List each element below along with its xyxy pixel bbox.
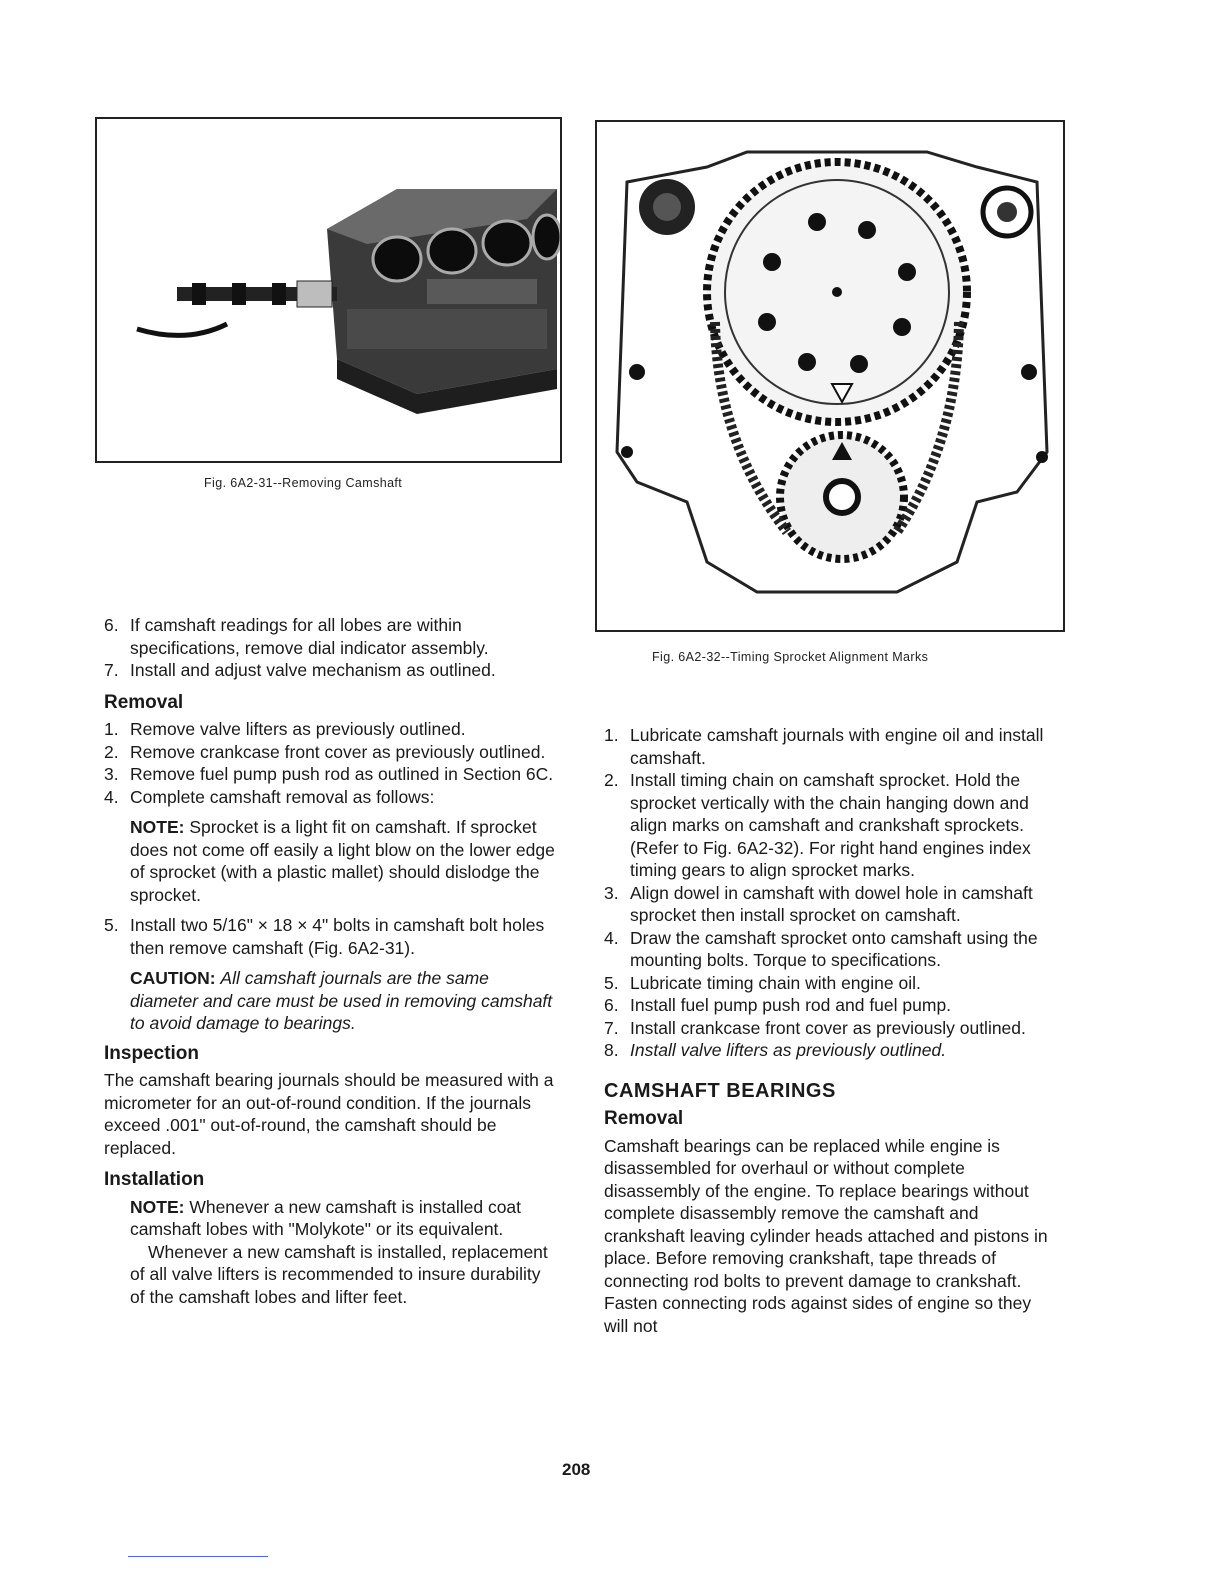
list-item: 7. Install and adjust valve mechanism as outlined. — [104, 660, 496, 680]
list-item: 3. Remove fuel pump push rod as outlined in Section 6C. — [104, 764, 554, 784]
list-item: 1. Lubricate camshaft journals with engine oil and install camshaft. — [604, 725, 1044, 768]
list-item: 4. Complete camshaft removal as follows: — [104, 786, 435, 807]
figure-caption-6a2-32: Fig. 6A2-32--Timing Sprocket Alignment Marks — [652, 650, 929, 664]
list-item: 6. Install fuel pump push rod and fuel pump. — [604, 995, 952, 1015]
removal-heading: Removal — [104, 691, 184, 713]
list-item: 2. Remove crankcase front cover as previously outlined. — [104, 741, 546, 762]
list-item: 4. Draw the camshaft sprocket onto camshaft using the mounting bolts. Torque to specifications. — [604, 927, 1038, 970]
list-item: 5. Install two 5/16" × 18 × 4" bolts in camshaft bolt holes then remove camshaft (Fig. 6A2-31). — [104, 915, 545, 958]
list-item: 1. Remove valve lifters as previously outlined. — [104, 719, 466, 739]
removal-steps-list — [104, 718, 556, 808]
inspection-heading: Inspection — [104, 1042, 200, 1064]
engine-block-image — [97, 119, 560, 461]
steps-continued-list — [104, 614, 556, 682]
installation-steps-list — [604, 724, 1056, 1062]
installation-heading: Installation — [104, 1169, 205, 1190]
inspection-paragraph: The camshaft bearing journals should be measured with a micrometer for an out-of-round condition. If the journals exceed .001" out-of-round, the camshaft should be replaced. — [104, 1070, 554, 1158]
figure-caption-6a2-31: Fig. 6A2-31--Removing Camshaft — [204, 476, 403, 490]
lifter-replacement-paragraph: Whenever a new camshaft is installed, replacement of all valve lifters is recommended to insure durability of the camshaft lobes and lifter feet. — [130, 1241, 548, 1307]
caution-note: CAUTION: All camshaft journals are the same diameter and care must be used in removing camshaft to avoid damage to bearings. — [130, 968, 553, 1033]
left-column — [104, 614, 556, 1308]
bottom-rule — [128, 1556, 268, 1557]
list-item: 5. Lubricate timing chain with engine oil. — [604, 972, 921, 993]
list-item: 6. If camshaft readings for all lobes are within specifications, remove dial indicator assembly. — [104, 615, 489, 658]
camshaft-bearings-heading: CAMSHAFT BEARINGS — [604, 1079, 836, 1102]
right-column — [604, 724, 1056, 1337]
list-item: 2. Install timing chain on camshaft sprocket. Hold the sprocket vertically with the chain hanging down and align marks on camshaft and crankshaft sprockets. (Refer to Fig. 6A2-32). For right hand engines index timing gears to align sprocket marks. — [604, 770, 1031, 880]
figure-removing-camshaft — [95, 117, 562, 463]
timing-sprocket-image — [597, 122, 1063, 630]
list-item: 8. Install valve lifters as previously outlined. — [604, 1040, 947, 1060]
list-item: 7. Install crankcase front cover as previously outlined. — [604, 1017, 1026, 1038]
bearings-removal-paragraph: Camshaft bearings can be replaced while engine is disassembled for overhaul or without complete disassembly of the engine. To replace bearings without complete disassembly remove the camshaft and crankshaft leaving cylinder heads attached and pistons in place. Before removing crankshaft, tape threads of connecting rod bolts to prevent damage to crankshaft. Fasten connecting rods against sides of engine so they will not — [604, 1135, 1048, 1336]
molykote-note: NOTE: Whenever a new camshaft is installed coat camshaft lobes with "Molykote" or its equivalent. — [130, 1196, 522, 1239]
bearings-removal-heading: Removal — [604, 1108, 684, 1129]
sprocket-note: NOTE: Sprocket is a light fit on camshaft. If sprocket does not come off easily a light blow on the lower edge of sprocket (with a plastic mallet) should dislodge the sprocket. — [130, 817, 555, 905]
page-number: 208 — [562, 1460, 591, 1479]
removal-step-5 — [104, 914, 556, 959]
figure-timing-sprocket — [595, 120, 1065, 632]
list-item: 3. Align dowel in camshaft with dowel hole in camshaft sprocket then install sprocket on camshaft. — [604, 882, 1033, 925]
